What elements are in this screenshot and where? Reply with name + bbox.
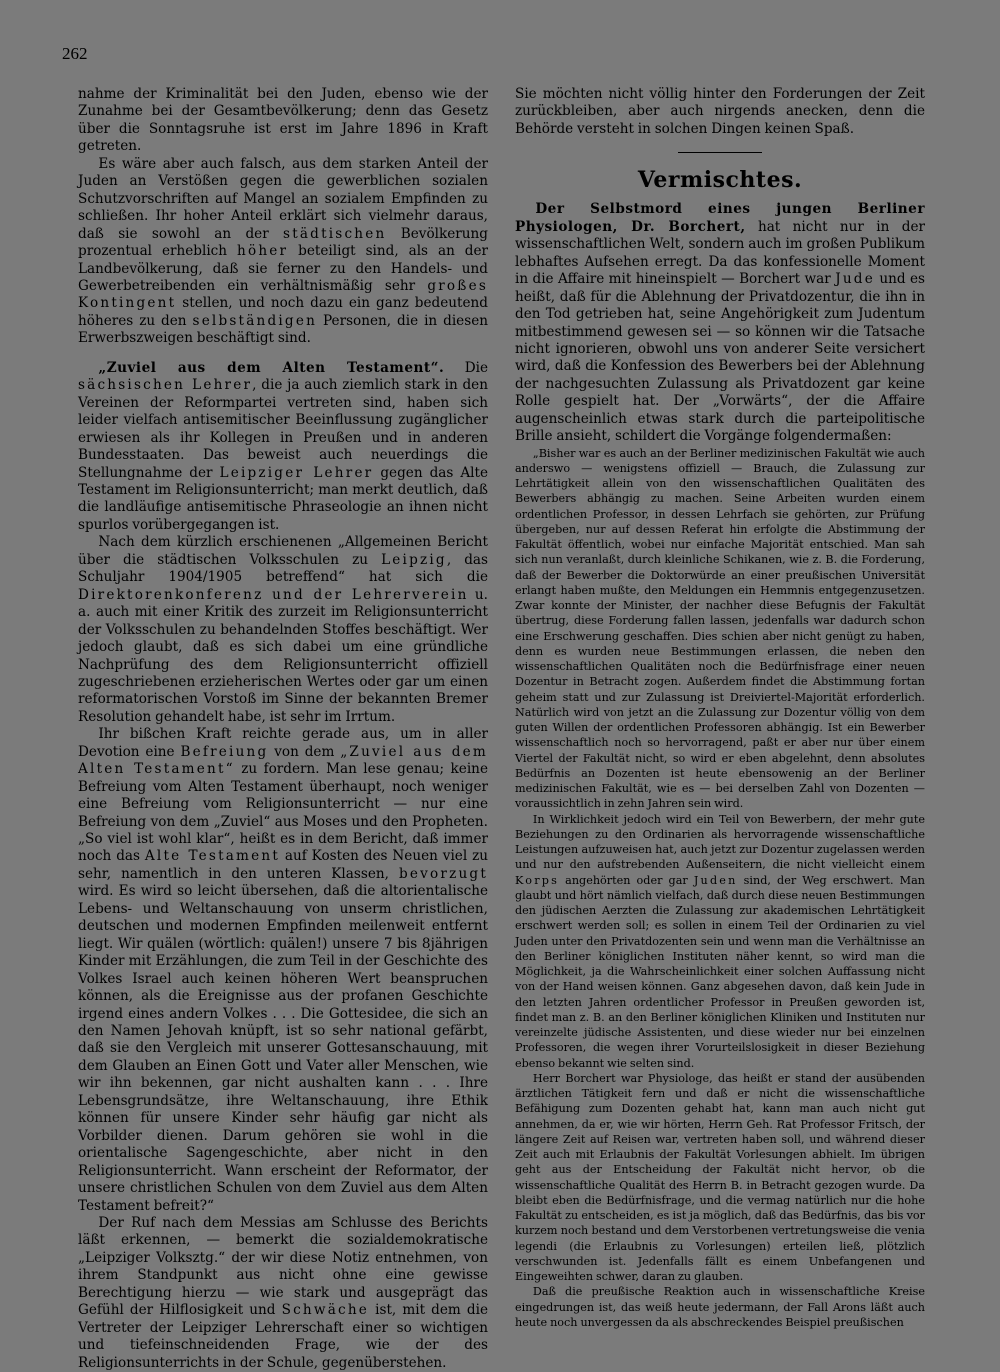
paragraph: Sie möchten nicht völlig hinter den Forderungen der Zeit zurückbleiben, aber auch nirgends anecken, denn die Behörde versteht in solchen Dingen keinen Spaß. bbox=[515, 86, 925, 137]
paragraph: Nach dem kürzlich erschienenen „Allgemeinen Bericht über die städtischen Volksschulen zu Leipzig, das Schuljahr 1904/1905 betreffend“ hat sich die Direktorenkonferenz und der Lehrerverein u. a. auch mit einer Kritik des zurzeit im Religionsunterricht der Volksschulen zu behandelnden Stoffes beschäftigt. Wer jedoch glaubt, daß es sich dabei um eine gründliche Nachprüfung des dem Religionsunterricht offiziell zugeschriebenen erzieherischen Wertes oder gar um einen reformatorischen Vorstoß im Sinne der bekannten Bremer Resolution gehandelt habe, ist sehr im Irrtum. bbox=[78, 534, 488, 725]
paragraph: Der Ruf nach dem Messias am Schlusse des Berichts läßt erkennen, — bemerkt die sozialdemokratische „Leipziger Volksztg.“ der wir diese Notiz entnehmen, von ihrem Standpunkt aus nicht ohne eine gewisse Berechtigung hierzu — wie stark und ausgeprägt das Gefühl der Hilflosigkeit und Schwäche ist, mit dem die Vertreter der Leipziger Lehrerschaft einer so wichtigen und tiefeinschneidenden Frage, wie der des Religionsunterrichts in der Schule, gegenüberstehen. bbox=[78, 1215, 488, 1371]
quote-paragraph: Daß die preußische Reaktion auch in wissenschaftliche Kreise eingedrungen ist, das weiß heute jedermann, der Fall Arons läßt auch heute noch unvergessen da als abschreckendes Beispiel preußischen bbox=[515, 1285, 925, 1329]
left-column bbox=[78, 86, 488, 1372]
article-heading: Der Selbstmord eines jungen Berliner Physiologen, Dr. Borchert, bbox=[515, 201, 925, 235]
spacer bbox=[78, 348, 488, 360]
quoted-block bbox=[515, 446, 925, 1331]
right-column bbox=[515, 86, 925, 1330]
quote-paragraph: In Wirklichkeit jedoch wird ein Teil von Bewerbern, der mehr gute Beziehungen zu den Ordinarien als hervorragende wissenschaftliche Leistungen aufzuweisen hat, auch jetzt zur Dozentur zugelassen werden und nur den aufstrebenden Außenseitern, die nicht vielleicht einem Korps angehörten oder gar Juden sind, der Weg erschwert. Man glaubt und hört nämlich vielfach, daß durch diese neuen Bestimmungen den jüdischen Aerzten die Zulassung zur akademischen Lehrtätigkeit erschwert werden soll; es sollen in einem Teil der Ordinarien zu viel Juden unter den Privatdozenten sein und wenn man die Verhältnisse an den Berliner königlichen Instituten näher kennt, so wird man die Möglichkeit, ja die Wahrscheinlichkeit einer solchen Auffassung nicht von der Hand weisen können. Ganz abgesehen davon, daß kein Jude in den letzten Jahren ordentlicher Professor in Preußen geworden ist, findet man z. B. an den Berliner königlichen Kliniken und Instituten nur vereinzelte jüdische Assistenten, und diese wieder nur bei einzelnen Professoren, die wegen ihrer Vorurteilslosigkeit in dieser Beziehung ebenso bekannt wie selten sind. bbox=[515, 812, 926, 1070]
page-number: 262 bbox=[62, 44, 88, 63]
article-heading: „Zuviel aus dem Alten Testament“. bbox=[98, 359, 445, 376]
quote-paragraph: „Bisher war es auch an der Berliner medizinischen Fakultät wie auch anderswo — wenigstens offiziell — Brauch, die Zulassung zur Lehrtätigkeit allein von den wissenschaftlichen Qualitäten des Bewerbers abhängig zu machen. Seine Arbeiten wurden einem ordentlichen Professor, in dessen Lehrfach sie gehörten, zur Prüfung übergeben, nur auf dessen Referat hin erfolgte die Abstimmung der Fakultät öffentlich, wobei nur einfache Majorität entschied. Man sah sich nun veranlaßt, durch kleinliche Schikanen, wie z. B. die Forderung, daß der Bewerber die Doktorwürde an einer preußischen Universität erlangt haben mußte, den Meldungen ein Hemmnis entgegenzusetzen. Zwar konnte der Minister, der nachher diese Befugnis der Fakultät übertrug, diese Forderung fallen lassen, jedenfalls war dadurch schon eine Erschwerung geschaffen. Dies schien aber nicht genügt zu haben, denn es wurden neue Bestimmungen erlassen, die neben den wissenschaftlichen Qualitäten noch die Bedürfnisfrage einer neuen Dozentur in Betracht zogen. Außerdem findet die Abstimmung fortan geheim statt und zur Zulassung ist Dreiviertel-Majorität erforderlich. Natürlich wird von jetzt an die Zulassung zur Dozentur völlig von dem guten Willen der ordentlichen Professoren abhängig. Ist ein Bewerber wissenschaftlich noch so hervorragend, paßt er aber nur über einem Viertel der Fakultät nicht, so wird er eben abgelehnt, denn absolutes Bedürfnis an Dozenten ist heute ebensowenig an der Berliner medizinischen Fakultät, wie es — bei derselben Zahl von Dozenten — voraussichtlich in zehn Jahren sein wird. bbox=[515, 446, 925, 811]
paragraph: nahme der Kriminalität bei den Juden, ebenso wie der Zunahme bei der Gesamtbevölkerung; denn das Gesetz über die Sonntagsruhe ist erst im Jahre 1896 in Kraft getreten. bbox=[78, 86, 488, 155]
paragraph: Es wäre aber auch falsch, aus dem starken Anteil der Juden an Verstößen gegen die gewerblichen sozialen Schutzvorschriften auf Mangel an sozialem Empfinden zu schließen. Ihr hoher Anteil erklärt sich vielmehr daraus, daß sie sowohl an der städtischen Bevölkerung prozentual erheblich höher beteiligt sind, als an der Landbevölkerung, daß sie ferner zu den Handels- und Gewerbetreibenden ein verhältnismäßig sehr großes Kontingent stellen, und noch dazu ein ganz bedeutend höheres zu den selbständigen Personen, die in diesen Erwerbszweigen beschäftigt sind. bbox=[78, 155, 489, 347]
paragraph: Ihr bißchen Kraft reichte gerade aus, um in aller Devotion eine Befreiung von dem „Zuviel aus dem Alten Testament“ zu fordern. Man lese genau; keine Befreiung vom Alten Testament überhaupt, noch weniger eine Befreiung vom Religionsunterricht — nur eine Befreiung von dem „Zuviel“ aus Moses und den Propheten. „So viel ist wohl klar“, heißt es in dem Bericht, daß immer noch das Alte Testament auf Kosten des Neuen viel zu sehr, namentlich in den unteren Klassen, bevorzugt wird. Es wird so leicht übersehen, daß die altorientalische Lebens- und Weltanschauung von unserm christlichen, deutschen und modernen Empfinden meilenweit entfernt liegt. Wir quälen (wörtlich: quälen!) unsere 7 bis 8jährigen Kinder mit Erzählungen, die zum Teil in der Geschichte des Volkes Israel auch keinen höheren Wert beanspruchen können, als die Ereignisse aus der profanen Geschichte irgend eines andern Volkes . . . Die Gottesidee, die sich an den Namen Jehovah knüpft, ist so sehr national gefärbt, daß sie den Vergleich mit unserer Gottesanschauung, mit dem Glauben an Einen Gott und Vater aller Menschen, wie wir ihn bekennen, gar nicht aushalten kann . . . Ihre Lebensgrundsätze, ihre Weltanschauung, ihre Ethik können für unsere Kinder sehr häufig gar nicht als Vorbilder dienen. Darum gehören sie wohl in die orientalische Sagengeschichte, aber nicht in den Religionsunterricht. Wann erscheint der Reformator, der unsere christlichen Schulen von dem Zuviel aus dem Alten Testament befreit?“ bbox=[78, 726, 488, 1214]
article-paragraph: Der Selbstmord eines jungen Berliner Physiologen, Dr. Borchert, hat nicht nur in der wissenschaftlichen Welt, sondern auch im großen Publikum lebhaftes Aufsehen erregt. Da das konfessionelle Moment in die Affaire mit hineinspielt — Borchert war Jude und es heißt, daß für die Ablehnung der Privatdozentur, die ihn in den Tod getrieben hat, seine Angehörigkeit zum Judentum mitbestimmend gewesen sei — so können wir die Tatsache nicht ignorieren, obwohl uns von anderer Seite versichert wird, daß die Konfession des Bewerbers bei der Ablehnung der nachgesuchten Zulassung als Privatdozent gar keine Rolle gespielt hat. Der „Vorwärts“, der die Affaire augenscheinlich etwas stark durch die parteipolitische Brille ansieht, schildert die Vorgänge folgendermaßen: bbox=[515, 201, 926, 445]
quote-paragraph: Herr Borchert war Physiologe, das heißt er stand der ausübenden ärztlichen Tätigkeit fern und daß er nicht die wissenschaftliche Befähigung zum Dozenten gehabt hat, kann man auch nicht gut annehmen, da er, wie wir hörten, Herrn Geh. Rat Professor Fritsch, der längere Zeit auf Reisen war, vertreten haben soll, und während dieser Zeit auch mit Erlaubnis der Fakultät Vorlesungen abhielt. Im übrigen geht aus der Entscheidung der Fakultät nicht hervor, ob die wissenschaftliche Qualität des Herrn B. in Betracht gezogen wurde. Da bleibt eben die Bedürfnisfrage, und die vermag natürlich nur die hohe Fakultät zu entscheiden, es ist ja möglich, daß das Bedürfnis, das bis vor kurzem noch bestand und dem Verstorbenen vertretungsweise die venia legendi (die Erlaubnis zu Vorlesungen) erteilen ließ, plötzlich verschwunden ist. Jedenfalls fällt es einem Unbefangenen und Eingeweihten schwer, daran zu glauben. bbox=[515, 1071, 925, 1284]
divider bbox=[678, 152, 762, 153]
section-title: Vermischtes. bbox=[637, 167, 803, 194]
article-paragraph: „Zuviel aus dem Alten Testament“. Die sächsischen Lehrer, die ja auch ziemlich stark in den Vereinen der Reformpartei vertreten sind, haben sich leider vielfach antisemitischer Beeinflussung zugänglicher erwiesen als ihr Kollegen in Preußen und in anderen Bundesstaaten. Das beweist auch neuerdings die Stellungnahme der Leipziger Lehrer gegen das Alte Testament im Religionsunterricht; man merkt deutlich, daß die landläufige antisemitische Phraseologie an ihnen nicht spurlos vorübergegangen ist. bbox=[78, 359, 489, 533]
